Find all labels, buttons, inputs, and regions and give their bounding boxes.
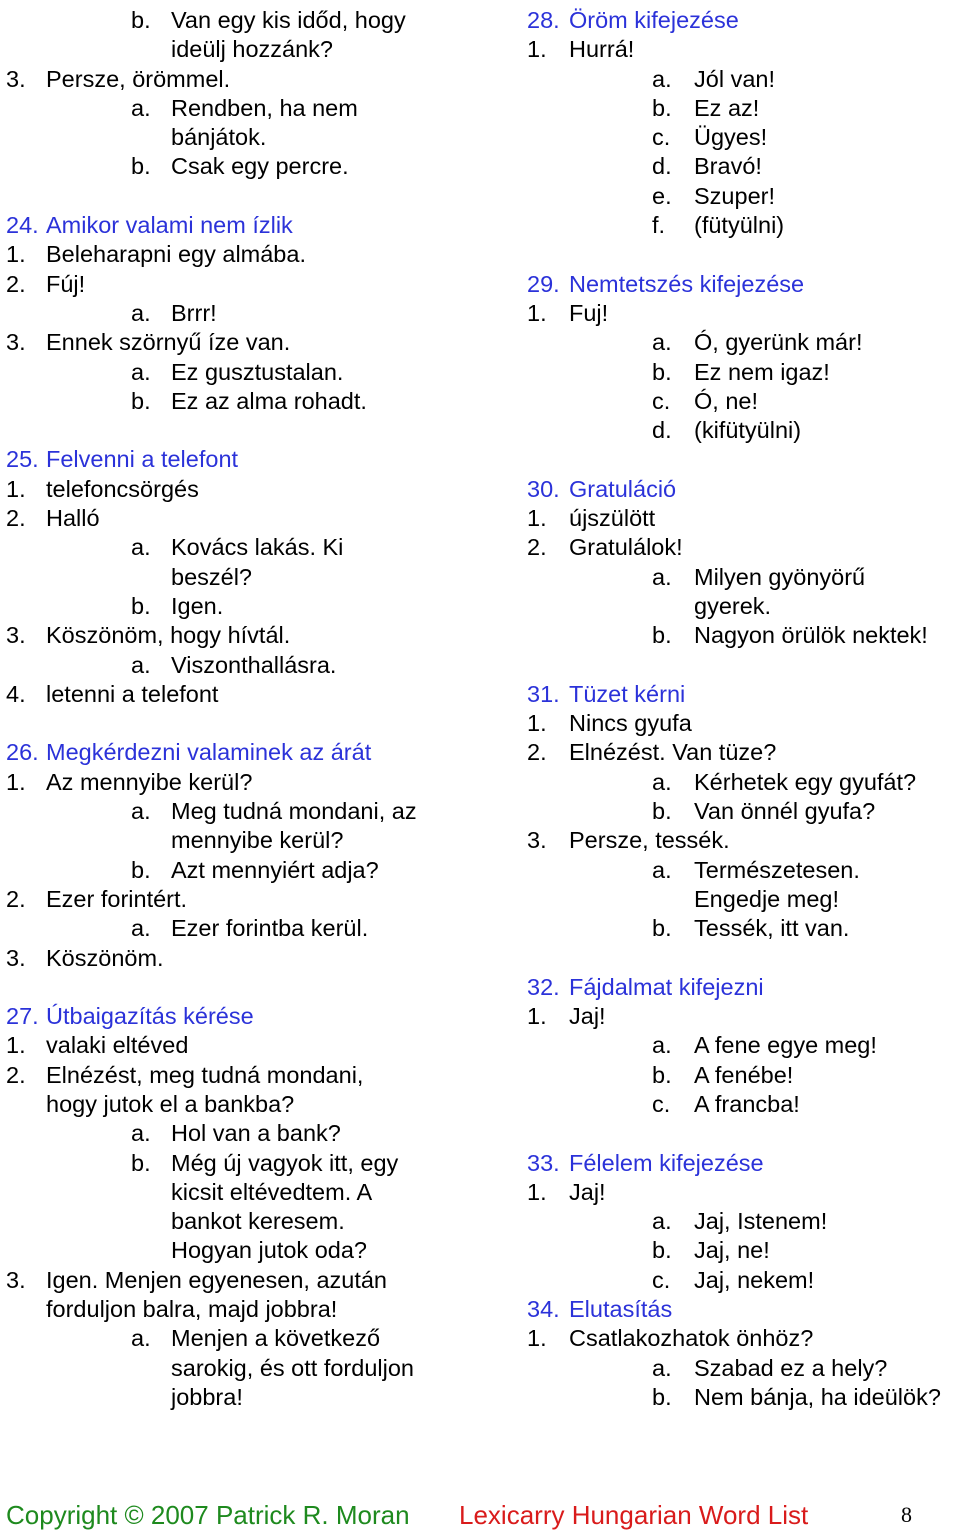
item-text: Ez az! [694, 94, 760, 121]
item-text: sarokig, és ott forduljon [171, 1354, 414, 1381]
section-heading [527, 6, 960, 35]
item-marker: a. [652, 563, 672, 590]
item-text: Csak egy percre. [171, 153, 349, 180]
item-marker: a. [131, 651, 151, 678]
item-marker: b. [652, 915, 672, 942]
sub-list-item [6, 94, 476, 123]
item-text: Tüzet kérni [569, 680, 686, 707]
sub-list-item [527, 1061, 960, 1090]
item-marker: 2. [6, 270, 26, 297]
item-text: Nagyon örülök nektek! [694, 622, 928, 649]
item-marker: b. [652, 1237, 672, 1264]
item-marker: 1. [527, 710, 547, 737]
list-item [6, 65, 476, 94]
item-marker: 31. [527, 680, 560, 707]
item-text: Viszonthallásra. [171, 651, 337, 678]
item-marker: a. [652, 1032, 672, 1059]
item-marker: 1. [6, 1032, 26, 1059]
item-marker: 32. [527, 973, 560, 1000]
sub-list-item [527, 1207, 960, 1236]
item-text: Nincs gyufa [569, 710, 692, 737]
item-marker: b. [652, 94, 672, 121]
item-text: Elnézést. Van tüze? [569, 739, 777, 766]
item-marker: 25. [6, 446, 39, 473]
item-marker: a. [652, 768, 672, 795]
item-text: Gratuláció [569, 475, 677, 502]
list-item [527, 709, 960, 738]
item-marker: b. [131, 7, 151, 33]
section-heading [527, 680, 960, 709]
item-marker: 4. [6, 680, 26, 707]
item-marker: a. [652, 856, 672, 883]
sub-list-item [527, 797, 960, 826]
right-column [527, 6, 960, 1412]
item-text: Nemtetszés kifejezése [569, 270, 805, 297]
list-item [6, 885, 476, 914]
section-heading [6, 1002, 476, 1031]
item-marker: 2. [527, 534, 547, 561]
item-text: Halló [46, 505, 100, 532]
item-text: Ügyes! [694, 124, 768, 151]
section-heading [527, 270, 960, 299]
item-marker: 24. [6, 212, 39, 239]
item-marker: b. [652, 1383, 672, 1410]
item-text: letenni a telefont [46, 680, 219, 707]
item-text: Megkérdezni valaminek az árát [46, 739, 372, 766]
item-marker: 1. [527, 1178, 547, 1205]
item-text: A fenébe! [694, 1061, 794, 1088]
item-text: Van egy kis időd, hogy [171, 7, 406, 33]
continuation-line [6, 1383, 476, 1412]
item-marker: b. [131, 387, 151, 414]
item-text: Meg tudná mondani, az [171, 798, 417, 825]
item-text: Hurrá! [569, 36, 635, 63]
item-marker: f. [652, 212, 666, 239]
continuation-line [527, 885, 960, 914]
continuation-line [6, 123, 476, 152]
item-text: ideülj hozzánk? [171, 36, 333, 63]
sub-list-item [527, 1266, 960, 1295]
continuation-line [527, 592, 960, 621]
item-marker: b. [131, 153, 151, 180]
list-item [6, 1031, 476, 1060]
list-item [6, 768, 476, 797]
item-marker: a. [131, 798, 151, 825]
list-item [6, 475, 476, 504]
item-text: mennyibe kerül? [171, 827, 344, 854]
list-item [527, 1178, 960, 1207]
item-marker: 33. [527, 1149, 560, 1176]
item-marker: b. [131, 856, 151, 883]
item-text: Ezer forintba kerül. [171, 915, 369, 942]
list-item [527, 533, 960, 562]
sub-list-item [527, 914, 960, 943]
item-marker: a. [131, 358, 151, 385]
item-text: Csatlakozhatok önhöz? [569, 1325, 814, 1352]
blank-line [527, 240, 960, 269]
item-marker: e. [652, 182, 672, 209]
item-text: Fuj! [569, 299, 609, 326]
sub-list-item [6, 533, 476, 562]
item-text: Igen. Menjen egyenesen, azután [46, 1266, 388, 1293]
sub-list-item [527, 1383, 960, 1412]
item-text: bankot keresem. [171, 1208, 345, 1235]
list-item [6, 240, 476, 269]
page-number: 8 [901, 1502, 912, 1527]
item-text: Gratulálok! [569, 534, 683, 561]
item-text: Ó, gyerünk már! [694, 329, 863, 356]
list-item [527, 1324, 960, 1353]
item-text: Még új vagyok itt, egy [171, 1149, 399, 1176]
item-marker: 26. [6, 739, 39, 766]
item-marker: 2. [527, 739, 547, 766]
item-marker: a. [652, 65, 672, 92]
item-marker: c. [652, 387, 671, 414]
item-marker: b. [652, 1061, 672, 1088]
sub-list-item [527, 152, 960, 181]
item-marker: 3. [6, 1266, 26, 1293]
list-item [6, 621, 476, 650]
section-heading [527, 1295, 960, 1324]
item-text: Bravó! [694, 153, 762, 180]
item-text: Tessék, itt van. [694, 915, 850, 942]
item-marker: 1. [527, 36, 547, 63]
item-text: Útbaigazítás kérése [46, 1003, 254, 1030]
item-marker: 3. [527, 827, 547, 854]
item-marker: c. [652, 1266, 671, 1293]
item-marker: a. [652, 1208, 672, 1235]
item-text: Ó, ne! [694, 387, 759, 414]
item-text: bánjátok. [171, 124, 267, 151]
item-text: Igen. [171, 592, 224, 619]
list-item [527, 299, 960, 328]
continuation-line [6, 35, 476, 64]
sub-list-item [6, 1119, 476, 1148]
item-text: hogy jutok el a bankba? [46, 1090, 295, 1117]
item-text: Félelem kifejezése [569, 1149, 764, 1176]
sub-list-item [527, 1031, 960, 1060]
footer-copyright: Copyright © 2007 Patrick R. Moran [6, 1500, 410, 1530]
item-marker: b. [652, 358, 672, 385]
item-text: Köszönöm. [46, 944, 164, 971]
sub-list-item [6, 797, 476, 826]
item-text: újszülött [569, 505, 656, 532]
item-text: Engedje meg! [694, 885, 840, 912]
item-marker: a. [652, 329, 672, 356]
item-marker: 1. [6, 768, 26, 795]
sub-list-item [527, 1090, 960, 1119]
item-text: Szuper! [694, 182, 775, 209]
sub-list-item [6, 299, 476, 328]
item-text: Van önnél gyufa? [694, 798, 876, 825]
sub-list-item [6, 358, 476, 387]
item-marker: 3. [6, 944, 26, 971]
item-marker: 30. [527, 475, 560, 502]
item-marker: 34. [527, 1296, 560, 1323]
sub-list-item [527, 387, 960, 416]
item-marker: d. [652, 153, 672, 180]
item-text: valaki eltéved [46, 1032, 189, 1059]
sub-list-item [6, 914, 476, 943]
sub-list-item [527, 563, 960, 592]
item-text: Kérhetek egy gyufát? [694, 768, 917, 795]
item-marker: b. [652, 622, 672, 649]
list-item [527, 826, 960, 855]
item-marker: 1. [527, 1003, 547, 1030]
item-text: forduljon balra, majd jobbra! [46, 1296, 338, 1323]
left-column [6, 6, 476, 1412]
item-text: Jaj, Istenem! [694, 1208, 828, 1235]
footer-title: Lexicarry Hungarian Word List [459, 1500, 809, 1530]
sub-list-item [527, 416, 960, 445]
item-text: Öröm kifejezése [569, 7, 739, 33]
page-footer [6, 1498, 956, 1532]
list-item [527, 1002, 960, 1031]
continuation-line [6, 1207, 476, 1236]
item-marker: a. [131, 1120, 151, 1147]
item-text: Persze, örömmel. [46, 65, 231, 92]
item-text: Amikor valami nem ízlik [46, 212, 293, 239]
continuation-line [6, 1295, 476, 1324]
item-text: kicsit eltévedtem. A [171, 1178, 373, 1205]
item-text: Fájdalmat kifejezni [569, 973, 764, 1000]
item-text: Jaj, ne! [694, 1237, 770, 1264]
item-marker: a. [131, 915, 151, 942]
blank-line [6, 709, 476, 738]
sub-list-item [6, 1324, 476, 1353]
item-marker: 2. [6, 885, 26, 912]
sub-list-item [6, 387, 476, 416]
item-text: (kifütyülni) [694, 417, 802, 444]
item-text: Jaj, nekem! [694, 1266, 815, 1293]
item-text: Azt mennyiért adja? [171, 856, 379, 883]
item-marker: 3. [6, 622, 26, 649]
item-marker: 3. [6, 329, 26, 356]
item-text: Beleharapni egy almába. [46, 241, 306, 268]
item-text: Jaj! [569, 1178, 606, 1205]
section-heading [527, 475, 960, 504]
continuation-line [6, 1354, 476, 1383]
sub-list-item [527, 1236, 960, 1265]
item-marker: b. [131, 1149, 151, 1176]
item-marker: 1. [527, 1325, 547, 1352]
item-marker: c. [652, 1090, 671, 1117]
list-item [6, 1266, 476, 1295]
item-marker: b. [131, 592, 151, 619]
item-text: telefoncsörgés [46, 475, 199, 502]
item-marker: a. [131, 94, 151, 121]
sub-list-item [527, 65, 960, 94]
blank-line [527, 445, 960, 474]
list-item [527, 35, 960, 64]
continuation-line [6, 1236, 476, 1265]
item-text: Nem bánja, ha ideülök? [694, 1383, 941, 1410]
item-marker: 29. [527, 270, 560, 297]
item-marker: 1. [6, 475, 26, 502]
item-text: Milyen gyönyörű [694, 563, 866, 590]
item-marker: 2. [6, 1061, 26, 1088]
sub-list-item [527, 123, 960, 152]
list-item [6, 1061, 476, 1090]
sub-list-item [527, 94, 960, 123]
item-marker: 2. [6, 505, 26, 532]
item-marker: a. [652, 1354, 672, 1381]
item-marker: 3. [6, 65, 26, 92]
item-text: gyerek. [694, 592, 772, 619]
blank-line [6, 973, 476, 1002]
list-item [527, 738, 960, 767]
item-text: A fene egye meg! [694, 1032, 877, 1059]
item-text: Természetesen. [694, 856, 860, 883]
item-text: Hol van a bank? [171, 1120, 341, 1147]
sub-list-item [527, 328, 960, 357]
continuation-line [6, 826, 476, 855]
item-marker: 1. [527, 299, 547, 326]
item-marker: c. [652, 124, 671, 151]
item-text: Persze, tessék. [569, 827, 730, 854]
item-marker: a. [131, 1325, 151, 1352]
sub-list-item [527, 182, 960, 211]
item-text: jobbra! [171, 1383, 243, 1410]
section-heading [527, 1149, 960, 1178]
sub-list-item [527, 621, 960, 650]
item-text: Rendben, ha nem [171, 94, 358, 121]
item-text: Kovács lakás. Ki [171, 534, 344, 561]
sub-list-item [6, 6, 476, 35]
item-text: Elnézést, meg tudná mondani, [46, 1061, 364, 1088]
blank-line [527, 944, 960, 973]
item-marker: 27. [6, 1003, 39, 1030]
section-heading [527, 973, 960, 1002]
item-text: Ennek szörnyű íze van. [46, 329, 291, 356]
item-marker: a. [131, 534, 151, 561]
sub-list-item [527, 211, 960, 240]
item-text: Brrr! [171, 299, 217, 326]
sub-list-item [527, 358, 960, 387]
item-marker: 28. [527, 7, 560, 33]
continuation-line [6, 1178, 476, 1207]
sub-list-item [6, 651, 476, 680]
item-text: Elutasítás [569, 1296, 673, 1323]
item-text: Felvenni a telefont [46, 446, 239, 473]
list-item [6, 270, 476, 299]
item-text: Ez az alma rohadt. [171, 387, 367, 414]
blank-line [527, 1119, 960, 1148]
sub-list-item [527, 1354, 960, 1383]
item-text: A francba! [694, 1090, 800, 1117]
sub-list-item [6, 592, 476, 621]
item-text: Ez gusztustalan. [171, 358, 344, 385]
item-text: Menjen a következő [171, 1325, 381, 1352]
item-text: Jól van! [694, 65, 775, 92]
blank-line [6, 416, 476, 445]
sub-list-item [527, 768, 960, 797]
blank-line [6, 182, 476, 211]
blank-line [527, 651, 960, 680]
list-item [6, 504, 476, 533]
continuation-line [6, 563, 476, 592]
item-marker: a. [131, 299, 151, 326]
item-text: Ez nem igaz! [694, 358, 830, 385]
item-text: Jaj! [569, 1003, 606, 1030]
section-heading [6, 738, 476, 767]
item-text: Köszönöm, hogy hívtál. [46, 622, 291, 649]
list-item [6, 328, 476, 357]
item-marker: b. [652, 798, 672, 825]
item-marker: 1. [6, 241, 26, 268]
sub-list-item [6, 856, 476, 885]
item-text: Az mennyibe kerül? [46, 768, 253, 795]
section-heading [6, 445, 476, 474]
item-text: Hogyan jutok oda? [171, 1237, 367, 1264]
item-marker: 1. [527, 505, 547, 532]
continuation-line [6, 1090, 476, 1119]
item-marker: d. [652, 417, 672, 444]
list-item [6, 680, 476, 709]
item-text: Fúj! [46, 270, 86, 297]
item-text: (fütyülni) [694, 212, 785, 239]
sub-list-item [6, 1149, 476, 1178]
list-item [6, 944, 476, 973]
sub-list-item [527, 856, 960, 885]
item-text: Szabad ez a hely? [694, 1354, 888, 1381]
list-item [527, 504, 960, 533]
item-text: Ezer forintért. [46, 885, 188, 912]
item-text: beszél? [171, 563, 252, 590]
sub-list-item [6, 152, 476, 181]
section-heading [6, 211, 476, 240]
